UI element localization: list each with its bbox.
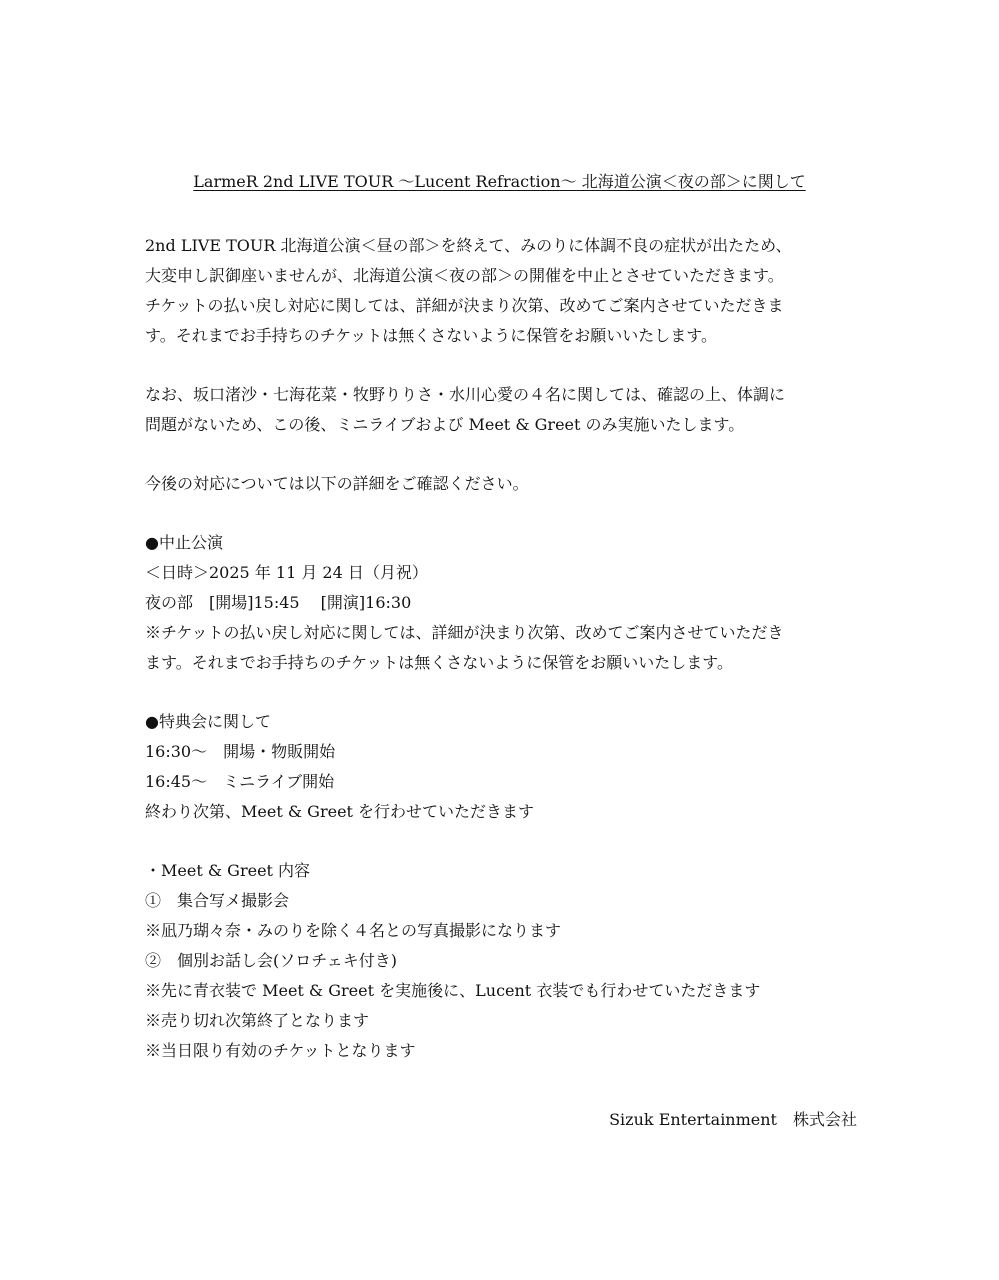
schedule-line: 16:45～ ミニライブ開始 — [145, 772, 335, 791]
meet-greet-note: ※凪乃瑚々奈・みのりを除く４名との写真撮影になります — [145, 921, 562, 940]
meet-greet-note: ※先に青衣装で Meet & Greet を実施後に、Lucent 衣装でも行わせていただきます — [145, 981, 761, 1000]
cancelled-section — [145, 528, 865, 678]
schedule-line: 終わり次第、Meet & Greet を行わせていただきます — [145, 802, 535, 821]
date-line: ＜日時＞2025 年 11 月 24 日（月祝） — [145, 563, 428, 582]
refund-note: ※チケットの払い戻し対応に関しては、詳細が決まり次第、改めてご案内させていただき — [145, 623, 784, 642]
times-line: 夜の部 [開場]15:45 [開演]16:30 — [145, 593, 412, 612]
section-heading: ●特典会に関して — [145, 712, 271, 731]
document-title: LarmeR 2nd LIVE TOUR ～Lucent Refraction～ 北海道公演＜夜の部＞に関して — [193, 172, 806, 191]
paragraph-line: チケットの払い戻し対応に関しては、詳細が決まり次第、改めてご案内させていただきま — [145, 296, 784, 315]
schedule-line: 16:30～ 開場・物販開始 — [145, 742, 336, 761]
paragraph-line: す。それまでお手持ちのチケットは無くさないように保管をお願いいたします。 — [145, 326, 718, 345]
intro-paragraph — [145, 231, 865, 351]
paragraph-line: 問題がないため、この後、ミニライブおよび Meet & Greet のみ実施いたします。 — [145, 415, 745, 434]
event-section — [145, 707, 865, 827]
members-paragraph — [145, 380, 865, 440]
paragraph-gap — [145, 678, 865, 707]
section-heading: ・Meet & Greet 内容 — [145, 861, 311, 880]
document-body — [145, 231, 865, 1066]
paragraph-gap — [145, 440, 865, 469]
paragraph-gap — [145, 499, 865, 528]
paragraph-line: なお、坂口渚沙・七海花菜・牧野りりさ・水川心愛の４名に関しては、確認の上、体調に — [145, 385, 786, 404]
meet-greet-item: ① 集合写メ撮影会 — [145, 891, 290, 910]
paragraph-line: 2nd LIVE TOUR 北海道公演＜昼の部＞を終えて、みのりに体調不良の症状が出たため、 — [145, 236, 792, 255]
meet-greet-section — [145, 856, 865, 1066]
paragraph-line: 大変申し訳御座いませんが、北海道公演＜夜の部＞の開催を中止とさせていただきます。 — [145, 266, 784, 285]
paragraph-gap — [145, 351, 865, 380]
company-signature: Sizuk Entertainment 株式会社 — [609, 1110, 857, 1129]
paragraph-gap — [145, 827, 865, 856]
meet-greet-note: ※当日限り有効のチケットとなります — [145, 1041, 416, 1060]
refund-note: ます。それまでお手持ちのチケットは無くさないように保管をお願いいたします。 — [145, 653, 734, 672]
followup-line: 今後の対応については以下の詳細をご確認ください。 — [145, 474, 529, 493]
meet-greet-note: ※売り切れ次第終了となります — [145, 1011, 370, 1030]
section-heading: ●中止公演 — [145, 533, 223, 552]
meet-greet-item: ② 個別お話し会(ソロチェキ付き) — [145, 951, 398, 970]
